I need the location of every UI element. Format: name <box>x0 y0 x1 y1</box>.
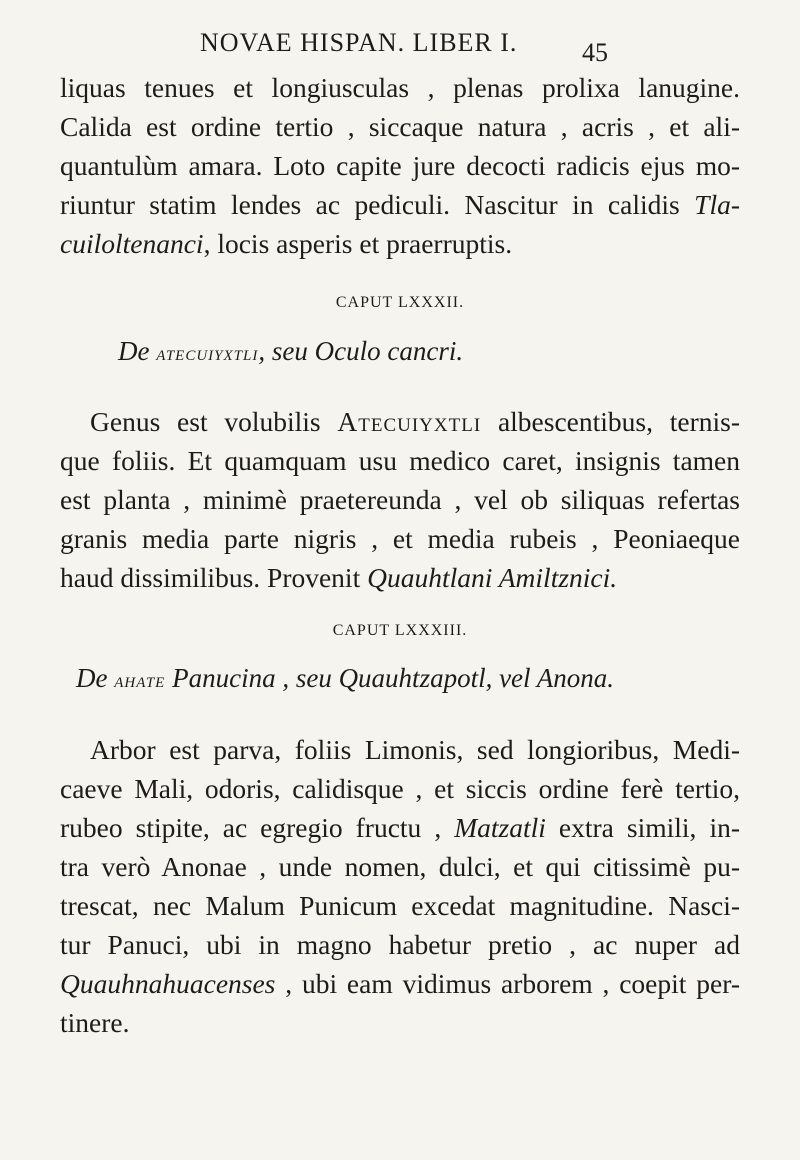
text-line: tur Panuci, ubi in magno habetur pretio , ac nuper ad <box>60 929 740 960</box>
text-line: caeve Mali, odoris, calidisque , et siccis ordine ferè tertio, <box>60 773 740 804</box>
text-span: riuntur statim lendes ac pediculi. Nascitur in calidis <box>60 189 695 220</box>
text-span: extra simili, in- <box>545 812 740 843</box>
text-span: albescentibus, ternis- <box>481 406 740 437</box>
running-head <box>0 28 800 67</box>
text-line: que foliis. Et quamquam usu medico caret, insignis tamen <box>60 445 740 476</box>
plant-name: ahate <box>114 667 166 692</box>
page-number: 45 <box>582 38 608 67</box>
text-span: Genus est volubilis <box>90 406 338 437</box>
plant-name: Matzatli <box>454 812 546 843</box>
paragraph-atecuiyxtli <box>60 402 740 597</box>
plant-name: Atecuiyxtli <box>337 406 482 437</box>
chapter-heading: CAPUT LXXXIII. <box>332 622 468 639</box>
paragraph-continuation <box>60 68 740 263</box>
title-part: , seu Oculo cancri. <box>258 336 464 366</box>
text-line: granis media parte nigris , et media rubeis , Peoniaeque <box>60 523 740 554</box>
plant-name: atecuiyxtli <box>156 340 259 365</box>
text-line <box>60 964 740 1003</box>
running-title: NOVAE HISPAN. LIBER I. <box>200 28 518 57</box>
text-line: Calida est ordine tertio , siccaque natura , acris , et ali- <box>60 111 740 142</box>
text-span: haud dissimilibus. Provenit <box>60 562 368 593</box>
chapter-title <box>118 336 798 367</box>
place-name: cuiloltenanci <box>60 228 204 259</box>
title-part: De <box>118 336 157 366</box>
text-line: est planta , minimè praetereunda , vel ob siliquas refertas <box>60 484 740 515</box>
text-line <box>60 185 740 224</box>
text-line: liquas tenues et longiusculas , plenas prolixa lanugine. <box>60 72 740 103</box>
text-span: , locis asperis et praerruptis. <box>203 228 513 259</box>
text-line: tinere. <box>60 1007 130 1038</box>
text-span: rubeo stipite, ac egregio fructu , <box>60 812 455 843</box>
title-part: Panucina , seu Quauhtzapotl, vel Anona. <box>165 663 615 693</box>
text-line: quantulùm amara. Loto capite jure decocti radicis ejus mo- <box>60 150 740 181</box>
text-line: Arbor est parva, foliis Limonis, sed longioribus, Medi- <box>90 734 740 765</box>
title-part: De <box>76 663 115 693</box>
text-line: trescat, nec Malum Punicum excedat magnitudine. Nasci- <box>60 890 740 921</box>
place-name: Quauhnahuacenses <box>60 968 276 999</box>
place-name: Quauhtlani Amiltznici. <box>367 562 618 593</box>
chapter-heading: CAPUT LXXXII. <box>335 294 465 311</box>
text-span: , ubi eam vidimus arborem , coepit per- <box>275 968 740 999</box>
place-name: Tla- <box>694 189 740 220</box>
text-line <box>60 808 740 847</box>
chapter-title <box>76 663 756 694</box>
text-line <box>60 558 740 597</box>
text-line <box>60 402 740 441</box>
paragraph-ahate <box>60 730 740 1042</box>
text-line: tra verò Anonae , unde nomen, dulci, et qui citissimè pu- <box>60 851 740 882</box>
text-line <box>60 224 740 263</box>
